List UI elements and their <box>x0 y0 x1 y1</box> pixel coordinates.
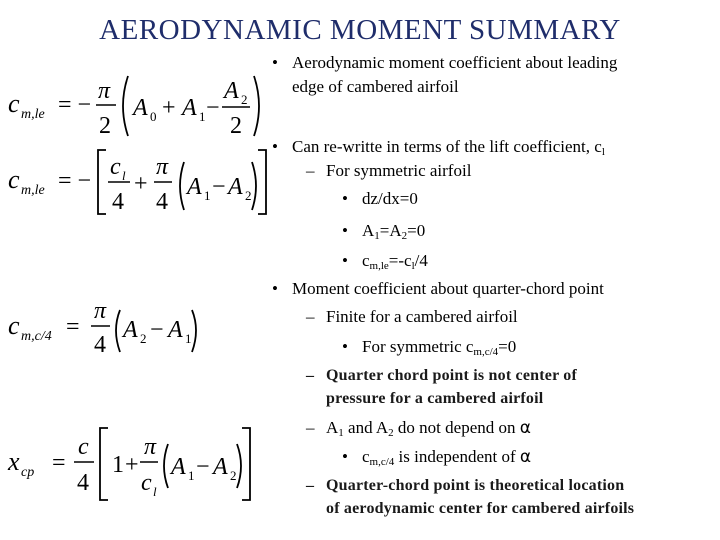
sub-bullet-finite <box>306 305 518 329</box>
eq3-a2-sub: 2 <box>140 331 147 346</box>
eq4-lhs-sub: cp <box>21 465 35 480</box>
equation-moment-quarter-chord <box>6 292 268 364</box>
equations-column <box>0 0 270 540</box>
dash-bullet: – <box>306 161 315 180</box>
bullet-dot: • <box>342 447 348 466</box>
bullet-moment-leading-edge-cont <box>272 75 459 99</box>
eq3-minus: − <box>150 317 164 343</box>
eq1-equals: = − <box>58 92 92 118</box>
sub-bullet-symmetric <box>306 159 471 183</box>
sub-sub-bullet-a1-a2 <box>342 219 425 243</box>
slide-title: AERODYNAMIC MOMENT SUMMARY <box>99 14 621 46</box>
bullet-lift-coefficient <box>272 135 605 159</box>
eq4-plus: + <box>125 452 139 478</box>
bullet-dot: • <box>272 279 278 298</box>
bullet-text: edge of cambered airfoil <box>292 77 459 96</box>
eq3-equals: = <box>66 314 80 340</box>
bullet-text: dz/dx=0 <box>362 189 418 208</box>
eq3-a1-sub: 1 <box>185 331 192 346</box>
dash-bullet: – <box>306 418 315 437</box>
bullet-dot: • <box>342 189 348 208</box>
sub-bullet-not-center-of-pressure <box>306 364 577 388</box>
equation-center-of-pressure <box>6 424 268 504</box>
eq2-cl: c <box>110 154 121 180</box>
eq1-a2: A <box>224 78 239 104</box>
eq1-a0-sub: 0 <box>150 109 157 124</box>
sub-sub-bullet-dzdx <box>342 187 418 211</box>
eq4-one: 1 <box>112 452 124 478</box>
eq4-minus: − <box>196 454 210 480</box>
eq3-den-four: 4 <box>94 332 106 358</box>
eq1-pi: π <box>98 78 111 104</box>
bullet-quarter-chord <box>272 277 604 301</box>
eq4-pi: π <box>144 434 157 460</box>
eq1-a0: A <box>133 95 148 121</box>
bullet-dot: • <box>272 53 278 72</box>
sub-bullet-a1-a2-alpha <box>306 416 531 440</box>
eq4-equals: = <box>52 450 66 476</box>
bullet-text: $c_{m,le}=-c_l/4$ <box>362 251 428 272</box>
sub-bullet-aerodynamic-center-cont <box>306 497 634 521</box>
eq1-a1: A <box>182 95 197 121</box>
eq2-den-four: 4 <box>112 189 124 215</box>
eq4-c: c <box>78 434 89 460</box>
eq2-cl-sub: l <box>122 168 126 183</box>
bullet-text: $c_{m,c/4}$ is independent of α <box>362 447 532 468</box>
equation-moment-leading-edge <box>6 70 268 142</box>
eq4-cl: c <box>141 470 152 496</box>
eq4-a2: A <box>213 454 228 480</box>
bullet-dot: • <box>342 337 348 356</box>
eq2-pi: π <box>156 154 169 180</box>
bullet-dot: • <box>272 137 278 156</box>
sub-bullet-not-center-of-pressure-cont <box>306 387 543 411</box>
sub-sub-bullet-cmle <box>342 249 428 273</box>
eq2-minus: − <box>212 174 226 200</box>
bullet-text: of aerodynamic center for cambered airfoils <box>326 500 635 517</box>
eq2-a2-sub: 2 <box>245 188 252 203</box>
eq3-a2: A <box>123 317 138 343</box>
bullet-text: pressure for a cambered airfoil <box>326 390 544 407</box>
eq2-plus: + <box>134 171 148 197</box>
bullet-text: Finite for a cambered airfoil <box>326 307 518 326</box>
eq2-equals: = − <box>58 168 92 194</box>
bullet-list <box>272 0 718 540</box>
eq2-den-four-b: 4 <box>156 189 168 215</box>
eq3-a1: A <box>168 317 183 343</box>
eq2-lhs-sub: m,le <box>21 183 45 198</box>
bullet-text: Quarter chord point is not center of <box>326 367 578 384</box>
bullet-text: Can re-writte in terms of the lift coefficient, $c_l$ <box>292 137 605 158</box>
bullet-text: For symmetric $c_{m,c/4}=0$ <box>362 337 517 358</box>
bullet-text: $A_1$ and $A_2$ do not depend on α <box>326 418 531 439</box>
eq1-den-two-b: 2 <box>230 113 242 139</box>
eq4-a1-sub: 1 <box>188 468 195 483</box>
eq1-minus: − <box>206 95 220 121</box>
eq4-a1: A <box>171 454 186 480</box>
eq1-plus: + <box>162 95 176 121</box>
eq1-a2-sub: 2 <box>241 92 248 107</box>
dash-bullet: – <box>306 367 315 384</box>
eq1-a1-sub: 1 <box>199 109 206 124</box>
eq1-lhs-sub: m,le <box>21 107 45 122</box>
dash-bullet: – <box>306 307 315 326</box>
eq2-lhs: c <box>8 165 20 194</box>
sub-sub-bullet-symmetric-cm <box>342 335 516 359</box>
eq3-lhs: c <box>8 311 20 340</box>
eq4-lhs: x <box>8 447 20 476</box>
bullet-text: Quarter-chord point is theoretical location <box>326 477 625 494</box>
bullet-moment-leading-edge <box>272 51 617 75</box>
sub-sub-bullet-cm-independent <box>342 445 531 469</box>
sub-bullet-aerodynamic-center <box>306 474 624 498</box>
bullet-text: Aerodynamic moment coefficient about leading <box>292 53 618 72</box>
eq1-den-two: 2 <box>99 113 111 139</box>
eq3-lhs-sub: m,c/4 <box>21 329 52 344</box>
eq2-a1: A <box>187 174 202 200</box>
eq4-den-four: 4 <box>77 470 89 496</box>
equation-moment-lift-coefficient <box>6 146 268 218</box>
bullet-text: Moment coefficient about quarter-chord point <box>292 279 604 298</box>
bullet-text: For symmetric airfoil <box>326 161 472 180</box>
eq1-lhs: c <box>8 89 20 118</box>
eq3-pi: π <box>94 298 107 324</box>
bullet-dot: • <box>342 251 348 270</box>
eq2-a2: A <box>228 174 243 200</box>
bullet-text: $A_1=A_2=0$ <box>362 221 426 242</box>
eq2-a1-sub: 1 <box>204 188 211 203</box>
eq4-cl-sub: l <box>153 484 157 499</box>
bullet-dot: • <box>342 221 348 240</box>
dash-bullet: – <box>306 477 315 494</box>
eq4-a2-sub: 2 <box>230 468 237 483</box>
